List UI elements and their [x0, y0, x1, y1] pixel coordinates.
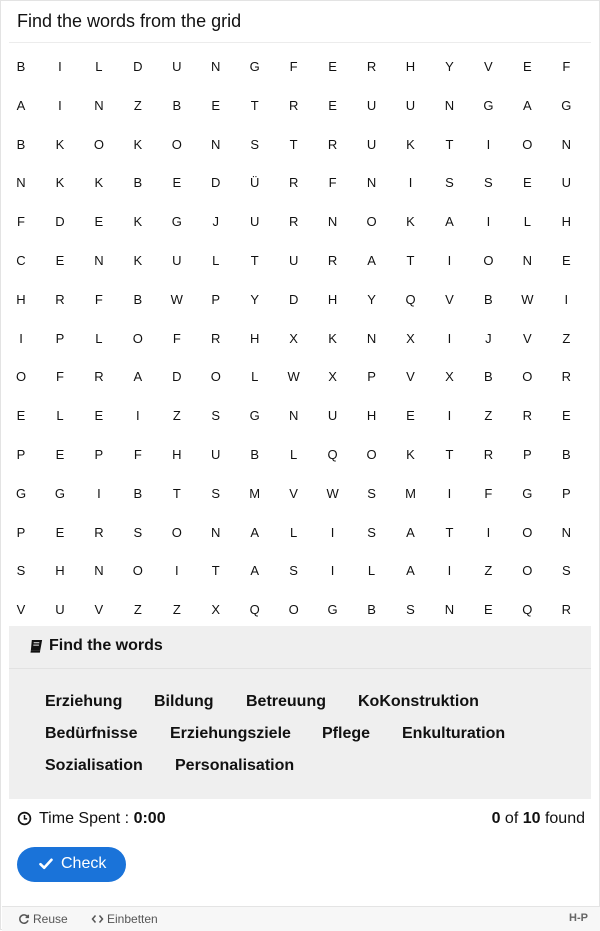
- grid-letter[interactable]: N: [94, 253, 104, 268]
- time-spent-value: 0:00: [133, 810, 166, 827]
- grid-letter[interactable]: E: [211, 97, 221, 113]
- time-spent-label: Time Spent :: [39, 810, 134, 827]
- grid-letter[interactable]: A: [445, 214, 454, 230]
- grid-letter[interactable]: I: [136, 408, 140, 424]
- grid-letter[interactable]: L: [367, 563, 376, 579]
- grid-letter[interactable]: O: [171, 136, 182, 152]
- grid-letter[interactable]: F: [172, 330, 181, 346]
- grid-letter[interactable]: N: [16, 175, 26, 191]
- grid-letter[interactable]: N: [211, 59, 221, 74]
- word-item: Bildung: [154, 693, 214, 710]
- grid-letter[interactable]: V: [406, 369, 415, 385]
- grid-letter[interactable]: L: [290, 524, 298, 540]
- grid-letter[interactable]: U: [172, 253, 182, 268]
- grid-letter[interactable]: K: [328, 330, 337, 346]
- grid-letter[interactable]: E: [55, 253, 65, 268]
- grid-letter[interactable]: R: [561, 602, 571, 618]
- grid-letter[interactable]: Q: [405, 291, 416, 307]
- word-item: Bedürfnisse: [45, 725, 138, 742]
- grid-letter[interactable]: B: [172, 97, 182, 113]
- grid-letter[interactable]: E: [328, 59, 337, 74]
- grid-letter[interactable]: E: [561, 253, 571, 268]
- grid-letter[interactable]: H: [16, 291, 26, 307]
- grid-letter[interactable]: A: [250, 524, 260, 540]
- grid-letter[interactable]: F: [484, 485, 493, 501]
- grid-letter[interactable]: Q: [522, 602, 533, 618]
- found-counter: [492, 810, 585, 828]
- grid-letter[interactable]: N: [327, 214, 338, 230]
- grid-letter[interactable]: E: [55, 524, 65, 540]
- grid-letter[interactable]: G: [249, 59, 260, 74]
- grid-letter[interactable]: O: [366, 214, 377, 230]
- grid-letter[interactable]: B: [484, 369, 493, 385]
- grid-letter[interactable]: N: [366, 175, 377, 191]
- grid-letter[interactable]: I: [19, 330, 23, 346]
- grid-letter[interactable]: U: [327, 408, 338, 424]
- grid-letter[interactable]: A: [367, 253, 376, 268]
- grid-letter[interactable]: P: [561, 485, 571, 501]
- grid-letter[interactable]: N: [94, 97, 104, 113]
- footer-bar: [2, 906, 600, 931]
- grid-letter[interactable]: M: [249, 485, 261, 501]
- grid-letter[interactable]: H: [561, 214, 571, 230]
- grid-letter[interactable]: G: [54, 485, 65, 501]
- grid-letter[interactable]: T: [445, 524, 454, 540]
- grid-letter[interactable]: D: [172, 369, 182, 385]
- grid-letter[interactable]: L: [290, 447, 298, 462]
- grid-letter[interactable]: P: [16, 447, 26, 462]
- grid-letter[interactable]: D: [133, 59, 143, 74]
- grid-letter[interactable]: G: [483, 97, 494, 113]
- grid-letter[interactable]: N: [94, 563, 104, 579]
- found-of: of: [500, 810, 523, 827]
- grid-letter[interactable]: K: [133, 253, 143, 268]
- grid-letter[interactable]: F: [17, 214, 25, 230]
- grid-letter[interactable]: D: [55, 214, 65, 230]
- grid-letter[interactable]: N: [288, 408, 299, 424]
- grid-letter[interactable]: H: [405, 59, 416, 74]
- grid-letter[interactable]: Y: [445, 59, 454, 74]
- grid-letter[interactable]: P: [55, 330, 65, 346]
- grid-letter[interactable]: U: [55, 602, 65, 618]
- grid-letter[interactable]: O: [93, 136, 104, 152]
- grid-letter[interactable]: B: [484, 291, 493, 307]
- grid-letter[interactable]: B: [367, 602, 376, 618]
- grid-letter[interactable]: A: [523, 97, 532, 113]
- grid-letter[interactable]: R: [522, 408, 533, 424]
- grid-letter[interactable]: N: [211, 136, 221, 152]
- letter-grid[interactable]: [1, 48, 600, 628]
- grid-letter[interactable]: V: [523, 330, 532, 346]
- grid-letter[interactable]: I: [486, 214, 491, 230]
- grid-letter[interactable]: N: [522, 253, 533, 268]
- grid-letter[interactable]: V: [16, 602, 26, 618]
- words-panel-header: [9, 626, 591, 669]
- grid-letter[interactable]: K: [406, 214, 415, 230]
- grid-letter[interactable]: V: [94, 602, 104, 618]
- found-count: 0: [491, 810, 501, 827]
- grid-letter[interactable]: U: [366, 136, 377, 152]
- grid-letter[interactable]: K: [406, 447, 415, 462]
- grid-letter[interactable]: N: [561, 524, 571, 540]
- grid-letter[interactable]: S: [289, 563, 298, 579]
- grid-letter[interactable]: E: [94, 214, 104, 230]
- grid-letter[interactable]: O: [522, 369, 533, 385]
- grid-letter[interactable]: O: [522, 136, 533, 152]
- grid-letter[interactable]: R: [327, 136, 338, 152]
- grid-letter[interactable]: T: [250, 97, 259, 113]
- grid-letter[interactable]: R: [327, 253, 338, 268]
- grid-letter[interactable]: W: [326, 485, 339, 501]
- grid-letter[interactable]: I: [564, 291, 569, 307]
- grid-letter[interactable]: L: [95, 59, 103, 74]
- grid-letter[interactable]: Z: [172, 602, 181, 618]
- grid-letter[interactable]: U: [288, 253, 299, 268]
- grid-letter[interactable]: T: [445, 447, 454, 462]
- grid-letter[interactable]: S: [445, 175, 454, 191]
- grid-letter[interactable]: D: [211, 175, 221, 191]
- grid-letter[interactable]: Q: [249, 602, 260, 618]
- grid-letter[interactable]: E: [16, 408, 26, 424]
- grid-letter[interactable]: S: [406, 602, 415, 618]
- grid-letter[interactable]: E: [484, 602, 493, 618]
- grid-letter[interactable]: R: [366, 59, 377, 74]
- grid-letter[interactable]: O: [483, 253, 494, 268]
- grid-letter[interactable]: G: [249, 408, 260, 424]
- grid-letter[interactable]: F: [94, 291, 103, 307]
- grid-letter[interactable]: E: [523, 59, 532, 74]
- grid-letter[interactable]: I: [330, 563, 335, 579]
- grid-letter[interactable]: E: [561, 408, 571, 424]
- grid-letter[interactable]: U: [211, 447, 221, 462]
- checkmark-icon: [39, 858, 53, 870]
- reuse-link[interactable]: [18, 912, 68, 926]
- grid-letter[interactable]: D: [288, 291, 299, 307]
- grid-letter[interactable]: W: [521, 291, 534, 307]
- grid-letter[interactable]: H: [327, 291, 338, 307]
- grid-letter[interactable]: G: [15, 485, 27, 501]
- reuse-icon: [18, 913, 30, 925]
- words-panel: [9, 626, 591, 799]
- grid-letter[interactable]: W: [170, 291, 183, 307]
- grid-letter[interactable]: V: [445, 291, 454, 307]
- grid-letter[interactable]: A: [250, 563, 260, 579]
- grid-letter[interactable]: T: [445, 136, 454, 152]
- grid-letter[interactable]: A: [406, 563, 415, 579]
- grid-letter[interactable]: X: [445, 369, 454, 385]
- grid-letter[interactable]: X: [406, 330, 415, 346]
- grid-letter[interactable]: N: [444, 602, 455, 618]
- grid-letter[interactable]: B: [16, 136, 26, 152]
- grid-letter[interactable]: W: [287, 369, 300, 385]
- words-panel-title: Find the words: [49, 637, 163, 654]
- grid-letter[interactable]: U: [366, 97, 377, 113]
- grid-letter[interactable]: Ü: [249, 175, 260, 191]
- grid-letter[interactable]: X: [289, 330, 298, 346]
- grid-letter[interactable]: O: [210, 369, 221, 385]
- grid-letter[interactable]: U: [561, 175, 571, 191]
- grid-letter[interactable]: I: [97, 485, 101, 501]
- grid-letter[interactable]: R: [288, 214, 299, 230]
- grid-letter[interactable]: P: [367, 369, 376, 385]
- grid-letter[interactable]: L: [56, 408, 64, 424]
- grid-letter[interactable]: Z: [133, 602, 142, 618]
- grid-letter[interactable]: S: [211, 485, 221, 501]
- embed-link[interactable]: [91, 912, 158, 926]
- grid-letter[interactable]: R: [55, 291, 65, 307]
- grid-letter[interactable]: I: [447, 330, 452, 346]
- grid-letter[interactable]: I: [58, 59, 62, 74]
- grid-letter[interactable]: S: [367, 485, 376, 501]
- grid-letter[interactable]: L: [95, 330, 103, 346]
- grid-letter[interactable]: F: [55, 369, 64, 385]
- grid-letter[interactable]: I: [447, 563, 452, 579]
- grid-letter[interactable]: B: [133, 485, 143, 501]
- word-item: Erziehungsziele: [170, 725, 291, 742]
- grid-letter[interactable]: I: [447, 253, 452, 268]
- title-divider: [9, 42, 591, 43]
- grid-letter[interactable]: S: [561, 563, 571, 579]
- found-suffix: found: [540, 810, 585, 827]
- grid-letter[interactable]: P: [16, 524, 26, 540]
- grid-letter[interactable]: Z: [133, 97, 142, 113]
- grid-letter[interactable]: T: [211, 563, 220, 579]
- grid-letter[interactable]: E: [406, 408, 415, 424]
- grid-letter[interactable]: K: [133, 136, 143, 152]
- grid-letter[interactable]: N: [211, 524, 221, 540]
- grid-letter[interactable]: R: [94, 369, 104, 385]
- grid-letter[interactable]: U: [249, 214, 260, 230]
- embed-label: Einbetten: [107, 912, 158, 926]
- grid-letter[interactable]: S: [133, 524, 143, 540]
- grid-letter[interactable]: A: [133, 369, 143, 385]
- grid-letter[interactable]: N: [561, 136, 571, 152]
- grid-letter[interactable]: R: [483, 447, 494, 462]
- grid-letter[interactable]: O: [15, 369, 27, 385]
- grid-letter[interactable]: B: [133, 175, 143, 191]
- grid-letter[interactable]: K: [55, 175, 65, 191]
- grid-letter[interactable]: J: [212, 214, 219, 230]
- grid-letter[interactable]: Z: [484, 408, 493, 424]
- grid-letter[interactable]: O: [132, 330, 143, 346]
- reuse-label: Reuse: [33, 912, 68, 926]
- grid-letter[interactable]: H: [249, 330, 260, 346]
- grid-letter[interactable]: S: [211, 408, 221, 424]
- grid-letter[interactable]: T: [289, 136, 298, 152]
- grid-letter[interactable]: H: [172, 447, 182, 462]
- word-item: Sozialisation: [45, 757, 143, 774]
- grid-letter[interactable]: S: [250, 136, 260, 152]
- grid-letter[interactable]: O: [522, 563, 533, 579]
- grid-letter[interactable]: T: [250, 253, 259, 268]
- grid-letter[interactable]: B: [561, 447, 571, 462]
- grid-letter[interactable]: Z: [172, 408, 181, 424]
- grid-letter[interactable]: X: [211, 602, 221, 618]
- grid-letter[interactable]: N: [444, 97, 455, 113]
- status-row: [1, 806, 600, 832]
- grid-letter[interactable]: Y: [250, 291, 260, 307]
- grid-letter[interactable]: O: [366, 447, 377, 462]
- word-item: Betreuung: [246, 693, 326, 710]
- check-button-label: Check: [61, 855, 107, 872]
- grid-letter[interactable]: B: [133, 291, 143, 307]
- grid-letter[interactable]: E: [94, 408, 104, 424]
- grid-letter[interactable]: Z: [484, 563, 493, 579]
- grid-letter[interactable]: K: [406, 136, 415, 152]
- page-title: Find the words from the grid: [17, 11, 242, 31]
- grid-letter[interactable]: O: [522, 524, 533, 540]
- grid-letter[interactable]: E: [55, 447, 65, 462]
- grid-letter[interactable]: K: [133, 214, 143, 230]
- grid-letter[interactable]: M: [405, 485, 416, 501]
- grid-letter[interactable]: U: [405, 97, 416, 113]
- clock-icon: [17, 811, 32, 826]
- grid-letter[interactable]: J: [485, 330, 492, 346]
- time-spent: [39, 810, 166, 828]
- grid-letter[interactable]: A: [406, 524, 415, 540]
- grid-letter[interactable]: R: [288, 97, 299, 113]
- grid-letter[interactable]: I: [174, 563, 179, 579]
- grid-letter[interactable]: T: [172, 485, 181, 501]
- word-item: Enkulturation: [402, 725, 506, 742]
- grid-letter[interactable]: A: [16, 97, 26, 113]
- grid-letter[interactable]: B: [16, 59, 26, 74]
- word-item: KoKonstruktion: [358, 693, 479, 710]
- word-item: Personalisation: [175, 757, 295, 774]
- grid-letter[interactable]: S: [16, 563, 26, 579]
- grid-letter[interactable]: E: [328, 97, 337, 113]
- book-icon: [29, 639, 44, 654]
- grid-letter[interactable]: S: [484, 175, 493, 191]
- grid-letter[interactable]: I: [408, 175, 413, 191]
- grid-letter[interactable]: O: [171, 524, 182, 540]
- grid-letter[interactable]: Y: [367, 291, 376, 307]
- code-icon: [91, 913, 104, 925]
- grid-letter[interactable]: X: [328, 369, 337, 385]
- found-total: 10: [522, 810, 541, 827]
- grid-letter[interactable]: V: [289, 485, 298, 501]
- grid-letter[interactable]: K: [55, 136, 65, 152]
- grid-letter[interactable]: I: [447, 485, 452, 501]
- grid-letter[interactable]: I: [447, 408, 452, 424]
- grid-letter[interactable]: V: [484, 59, 493, 74]
- grid-letter[interactable]: S: [367, 524, 376, 540]
- grid-letter[interactable]: G: [522, 485, 533, 501]
- grid-letter[interactable]: F: [133, 447, 142, 462]
- grid-letter[interactable]: R: [288, 175, 299, 191]
- grid-letter[interactable]: P: [211, 291, 221, 307]
- grid-letter[interactable]: F: [289, 59, 298, 74]
- grid-letter[interactable]: E: [523, 175, 532, 191]
- grid-letter[interactable]: N: [366, 330, 377, 346]
- grid-letter[interactable]: C: [16, 253, 26, 268]
- grid-letter[interactable]: I: [486, 136, 491, 152]
- grid-letter[interactable]: R: [94, 524, 104, 540]
- grid-letter[interactable]: G: [561, 97, 572, 113]
- grid-letter[interactable]: Z: [562, 330, 571, 346]
- grid-letter[interactable]: H: [55, 563, 65, 579]
- grid-letter[interactable]: L: [251, 369, 259, 385]
- h5p-logo: H-P: [569, 912, 588, 924]
- check-button[interactable]: [17, 847, 126, 882]
- word-item: Pflege: [322, 725, 371, 742]
- grid-letter[interactable]: H: [366, 408, 377, 424]
- grid-letter[interactable]: O: [288, 602, 299, 618]
- grid-letter[interactable]: P: [523, 447, 532, 462]
- grid-letter[interactable]: I: [330, 524, 335, 540]
- grid-letter[interactable]: B: [250, 447, 260, 462]
- grid-letter[interactable]: L: [212, 253, 220, 268]
- grid-letter[interactable]: I: [58, 97, 62, 113]
- grid-letter[interactable]: O: [132, 563, 143, 579]
- grid-letter[interactable]: U: [172, 59, 182, 74]
- grid-letter[interactable]: I: [486, 524, 491, 540]
- grid-letter[interactable]: F: [328, 175, 337, 191]
- word-item: Erziehung: [45, 693, 123, 710]
- grid-letter[interactable]: G: [327, 602, 338, 618]
- grid-letter[interactable]: R: [211, 330, 221, 346]
- grid-letter[interactable]: Q: [327, 447, 338, 462]
- grid-letter[interactable]: P: [94, 447, 104, 462]
- grid-letter[interactable]: T: [406, 253, 415, 268]
- grid-letter[interactable]: G: [171, 214, 182, 230]
- grid-letter[interactable]: L: [523, 214, 531, 230]
- grid-letter[interactable]: E: [172, 175, 182, 191]
- grid-letter[interactable]: R: [561, 369, 571, 385]
- grid-letter[interactable]: F: [562, 59, 571, 74]
- grid-letter[interactable]: K: [94, 175, 104, 191]
